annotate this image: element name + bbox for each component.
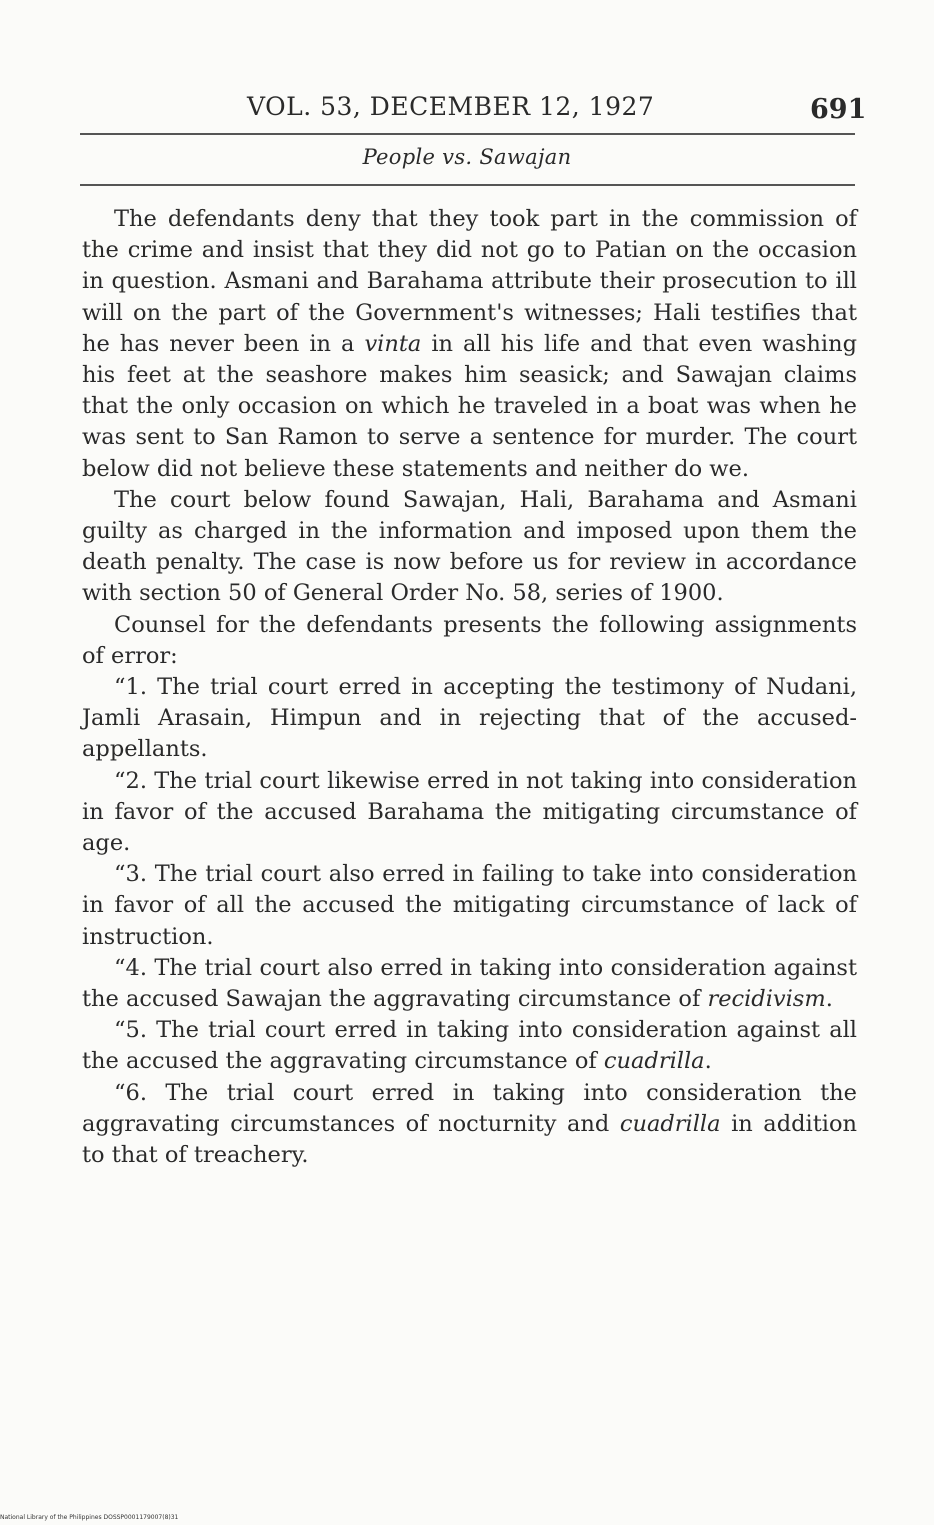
paragraph	[82, 1015, 857, 1077]
text-run: “3. The trial court also erred in failing to take into consideration in favor of all the accused the mitigating circumstance of lack of instruction.	[82, 861, 857, 950]
text-run: “6. The trial court erred in taking into consideration the aggravating circumstances of nocturnity and	[82, 1079, 857, 1137]
text-run: The defendants deny that they took part in the commission of the crime and insist that they did not go to Patian on the occasion in question. Asmani and Barahama attribute their prosecution to ill will on the part of the Government's witnesses; Hali testifies that he has never been in a	[82, 206, 857, 357]
italic-term: recidivism	[707, 986, 826, 1013]
body-text	[82, 204, 857, 1171]
running-title: VOL. 53, DECEMBER 12, 1927	[247, 92, 655, 121]
text-run: Counsel for the defendants presents the following assignments of error:	[82, 611, 857, 669]
text-run: “2. The trial court likewise erred in not taking into consideration in favor of the accused Barahama the mitigating circumstance of age.	[82, 767, 857, 857]
header-rule-top	[80, 133, 855, 135]
text-run: in addition to that of treachery.	[82, 1110, 857, 1169]
header-rule-bottom	[80, 184, 855, 186]
paragraph	[82, 859, 857, 953]
paragraph	[82, 953, 857, 1015]
italic-term: cuadrilla	[603, 1048, 705, 1075]
text-run: “4. The trial court also erred in taking into consideration against the accused Sawajan the aggravating circumstance of	[82, 954, 857, 1013]
scan-footer: National Library of the Philippines DOSSP0001179007(8)31	[0, 1514, 179, 1521]
page-number: 691	[810, 94, 867, 125]
case-title: People vs. Sawajan	[362, 145, 572, 169]
text-run: .	[704, 1048, 712, 1075]
running-header	[0, 92, 934, 128]
text-run: “1. The trial court erred in accepting the testimony of Nudani, Jamli Arasain, Himpun and in rejecting that of the accused-appellants.	[82, 674, 857, 763]
paragraph	[82, 672, 857, 766]
text-run: “5. The trial court erred in taking into consideration against all the accused the aggravating circumstance of	[82, 1017, 857, 1075]
text-run: The court below found Sawajan, Hali, Barahama and Asmani guilty as charged in the information and imposed upon them the death penalty. The case is now before us for review in accordance with section 50 of General Order No. 58, series of 1900.	[82, 486, 857, 607]
text-run: in all his life and that even washing his feet at the seashore makes him seasick; and Sawajan claims that the only occasion on which he traveled in a boat was when he was sent to San Ramon to serve a sentence for murder. The court below did not believe these statements and neither do we.	[82, 330, 857, 482]
italic-term: vinta	[364, 330, 422, 357]
paragraph	[82, 610, 857, 672]
paragraph	[82, 1078, 857, 1172]
paragraph	[82, 766, 857, 860]
text-run: .	[825, 986, 833, 1013]
italic-term: cuadrilla	[619, 1110, 721, 1137]
paragraph	[82, 204, 857, 485]
paragraph	[82, 485, 857, 610]
